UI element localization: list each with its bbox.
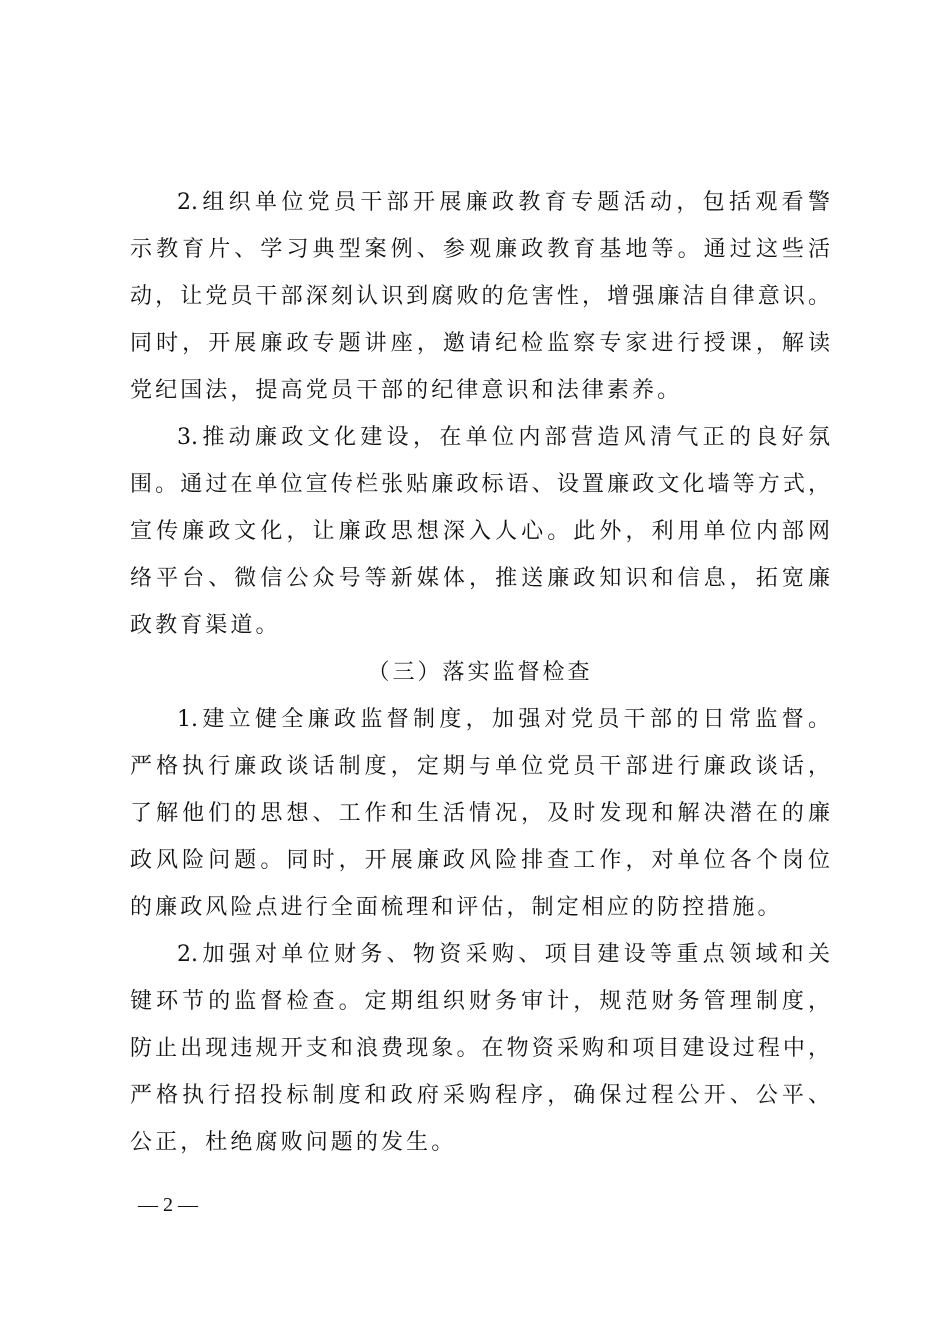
text-line: 1.建立健全廉政监督制度，加强对党员干部的日常监督。 [177, 707, 830, 732]
text-line: 政风险问题。同时，开展廉政风险排查工作，对单位各个岗位 [130, 848, 830, 873]
page-number: — 2 — [138, 1194, 198, 1216]
text-line: 络平台、微信公众号等新媒体，推送廉政知识和信息，拓宽廉 [130, 566, 830, 591]
text-line: 键环节的监督检查。定期组织财务审计，规范财务管理制度， [130, 989, 830, 1014]
text-line: 政教育渠道。 [130, 613, 281, 638]
text-line: 3.推动廉政文化建设，在单位内部营造风清气正的良好氛 [177, 425, 830, 450]
section-heading: （三）落实监督检查 [367, 660, 593, 685]
text-line: 了解他们的思想、工作和生活情况，及时发现和解决潜在的廉 [130, 801, 830, 826]
text-line: 严格执行招投标制度和政府采购程序，确保过程公开、公平、 [130, 1083, 830, 1108]
text-line: 示教育片、学习典型案例、参观廉政教育基地等。通过这些活 [130, 237, 830, 262]
text-line: 党纪国法，提高党员干部的纪律意识和法律素养。 [130, 378, 683, 403]
text-line: 2.加强对单位财务、物资采购、项目建设等重点领域和关 [177, 942, 830, 967]
text-line: 的廉政风险点进行全面梳理和评估，制定相应的防控措施。 [130, 895, 783, 920]
text-line: 动，让党员干部深刻认识到腐败的危害性，增强廉洁自律意识。 [130, 284, 830, 309]
text-line: 宣传廉政文化，让廉政思想深入人心。此外，利用单位内部网 [130, 519, 830, 544]
text-line: 严格执行廉政谈话制度，定期与单位党员干部进行廉政谈话， [130, 754, 830, 779]
text-line: 围。通过在单位宣传栏张贴廉政标语、设置廉政文化墙等方式， [130, 472, 830, 497]
text-line: 公正，杜绝腐败问题的发生。 [130, 1130, 457, 1155]
text-line: 防止出现违规开支和浪费现象。在物资采购和项目建设过程中， [130, 1036, 830, 1061]
text-line: 同时，开展廉政专题讲座，邀请纪检监察专家进行授课，解读 [130, 331, 830, 356]
text-line: 2.组织单位党员干部开展廉政教育专题活动，包括观看警 [177, 190, 830, 215]
